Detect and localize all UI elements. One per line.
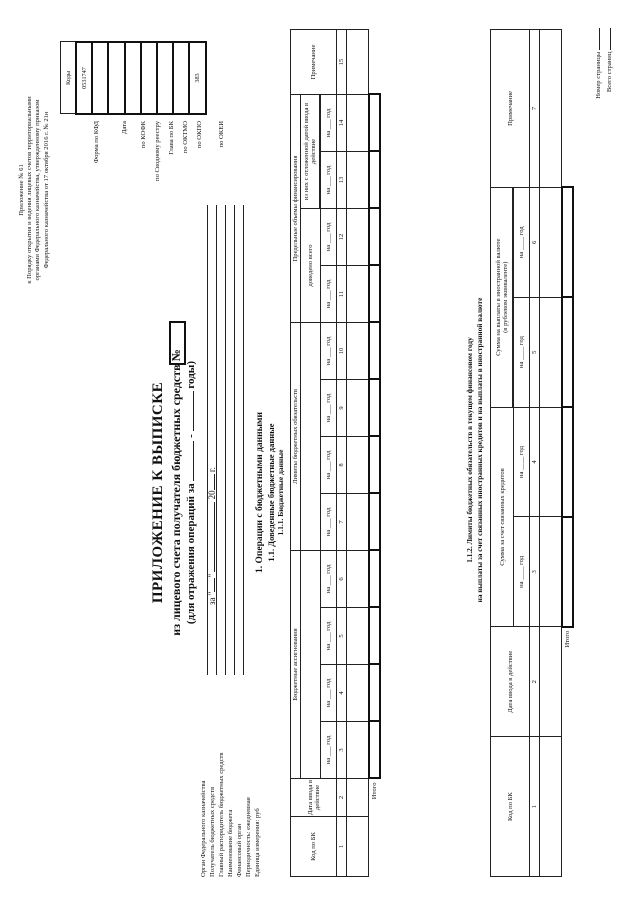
year-cell: на ___ год — [321, 494, 337, 551]
total-label: Итого — [370, 782, 378, 800]
approval-line-1: Приложение № 61 — [18, 164, 25, 216]
col-num: 6 — [337, 551, 347, 608]
year-cell: на ___ год — [321, 323, 337, 380]
meta-row-1: Орган Федерального казначейства — [200, 780, 207, 877]
col-note-2: Примечание — [491, 30, 530, 188]
meta-row-2: Получатель бюджетных средств — [209, 786, 216, 877]
approval-line-3: органами Федерального казначейства, утвержденному приказом — [34, 99, 42, 281]
col-num: 10 — [337, 323, 347, 380]
date-mid: " — [207, 573, 217, 578]
col-num: 1 — [337, 817, 347, 877]
meta-row-5: Финансовый орган — [236, 823, 243, 877]
col-num: 3 — [530, 517, 540, 627]
col-foreign-currency: Сумма на выплаты в иностранной валюте (в рублевом эквиваленте) — [491, 187, 513, 407]
col-num: 9 — [337, 380, 347, 437]
col-num: 8 — [337, 437, 347, 494]
code-label-oktmo: по ОКТМО — [182, 121, 189, 154]
year-cell: на ___ год — [321, 608, 337, 665]
col-num: 5 — [337, 608, 347, 665]
year-suffix: г. — [207, 467, 217, 473]
col-num: 4 — [530, 407, 540, 517]
period-prefix: (для отражения операций за — [185, 483, 197, 625]
date-code — [92, 42, 108, 114]
col-linked-credits: Сумма за счет связанных кредитов — [491, 407, 514, 627]
approval-note — [18, 65, 51, 315]
section1-title: 1. Операции с бюджетными данными — [255, 412, 265, 573]
code-label-kofk: по КОФК — [140, 121, 147, 149]
year-cell: на ___ год — [321, 152, 337, 209]
col-date-2: Дата ввода в действие — [491, 627, 530, 737]
foreign-credits-table — [490, 29, 574, 877]
col-budget-allocations: Бюджетные ассигнования — [291, 551, 301, 779]
col-financing-limits: Предельные объемы финансирования — [291, 95, 301, 323]
code-label-form: Форма по КФД — [93, 121, 100, 164]
col-note: Примечание — [291, 30, 337, 95]
year-prefix: 20 — [207, 490, 217, 500]
section1-subtitle: 1.1. Доведенные бюджетные данные — [266, 423, 276, 562]
year-cell: на ___ год — [321, 266, 337, 323]
table-row — [347, 30, 369, 877]
total-row-2 — [562, 30, 573, 877]
document-period-line: (для отражения операций за - годы) — [185, 360, 197, 625]
okei-code: 383 — [189, 42, 205, 114]
year-cell: на ____ год — [514, 517, 530, 627]
col-num: 13 — [337, 152, 347, 209]
total-label-2: Итого — [563, 630, 571, 648]
col-financing-all: доведено всего — [301, 209, 321, 323]
col-num: 7 — [530, 30, 540, 188]
col-num: 1 — [530, 737, 540, 877]
year-cell: на ___ год — [321, 665, 337, 722]
kofk-code — [108, 42, 124, 114]
year-cell: на ___ год — [321, 722, 337, 779]
col-num: 15 — [337, 30, 347, 95]
year-cell: на ___ год — [321, 380, 337, 437]
year-cell: на ____ год — [514, 407, 530, 517]
code-label-date: Дата — [121, 121, 128, 135]
codes-header: Коды — [61, 42, 77, 114]
total-row — [369, 30, 380, 877]
col-kbk: Код по БК — [291, 817, 337, 877]
oktmo-code — [157, 42, 173, 114]
col-num: 3 — [337, 722, 347, 779]
code-label-glava: Глава по БК — [168, 121, 175, 155]
year-cell: на ___ год — [321, 209, 337, 266]
page-number: Номер страницы — [595, 28, 602, 99]
year-cell: на ____ год — [514, 297, 530, 407]
glava-code — [141, 42, 157, 114]
codes-table — [60, 41, 207, 115]
document-subtitle: из лицевого счета получателя бюджетных средств № — [169, 349, 183, 636]
col-num: 11 — [337, 266, 347, 323]
col-financing-delayed: из них с отложенной датой ввода в действие — [301, 95, 320, 209]
date-prefix: за " — [207, 591, 217, 605]
account-number-box — [169, 321, 186, 365]
reestr-code — [125, 42, 141, 114]
column-number-row-2 — [530, 30, 540, 877]
col-date: Дата ввода в действие — [291, 779, 337, 817]
table-row — [540, 30, 562, 877]
col-obligation-limits: Лимиты бюджетных обязательств — [291, 323, 301, 551]
year-header-row — [321, 30, 337, 877]
meta-row-4: Наименование бюджета — [227, 809, 234, 877]
document-title: ПРИЛОЖЕНИЕ К ВЫПИСКЕ — [150, 381, 166, 604]
col-num: 7 — [337, 494, 347, 551]
okpo-code — [173, 42, 189, 114]
col-num: 4 — [337, 665, 347, 722]
year-cell: на ___ год — [321, 437, 337, 494]
meta-row-6: Периодичность: ежедневная — [245, 797, 252, 877]
col-num: 2 — [337, 779, 347, 817]
code-label-okpo: по ОКПО — [196, 121, 203, 149]
budget-data-table — [290, 29, 381, 877]
column-number-row — [337, 30, 347, 877]
col-num: 6 — [530, 187, 540, 297]
col-kbk-2: Код по БК — [491, 737, 530, 877]
section2-title: 1.1.2. Лимиты бюджетных обязательств в текущем финансовом году — [465, 337, 474, 563]
form-code: 0531747 — [76, 42, 92, 114]
year-cell: на ___ год — [321, 95, 337, 152]
code-label-reestr: по Сводному реестру — [154, 121, 161, 181]
year-cell: на ____ год — [514, 187, 530, 297]
section2-subtitle: на выплаты за счет связанных иностранных кредитов и на выплаты в иностранной валюте — [475, 297, 484, 603]
col-num: 14 — [337, 95, 347, 152]
meta-row-7: Единица измерения: руб — [254, 808, 261, 877]
approval-line-2: к Порядку открытия и ведения лицевых счетов территориальными — [26, 96, 34, 284]
col-num: 12 — [337, 209, 347, 266]
meta-row-3: Главный распорядитель бюджетных средств — [218, 752, 225, 877]
col-num: 5 — [530, 297, 540, 407]
year-cell: на ___ год — [321, 551, 337, 608]
approval-line-4: Федерального казначейства от 17 октября 2016 г. № 21н — [42, 111, 50, 269]
col-num: 2 — [530, 627, 540, 737]
code-label-okei: по ОКЕИ — [218, 121, 225, 148]
pages-total: Всего страниц — [606, 28, 613, 92]
section1-subsubtitle: 1.1.1. Бюджетные данные — [276, 449, 285, 536]
period-suffix: годы) — [185, 360, 197, 389]
